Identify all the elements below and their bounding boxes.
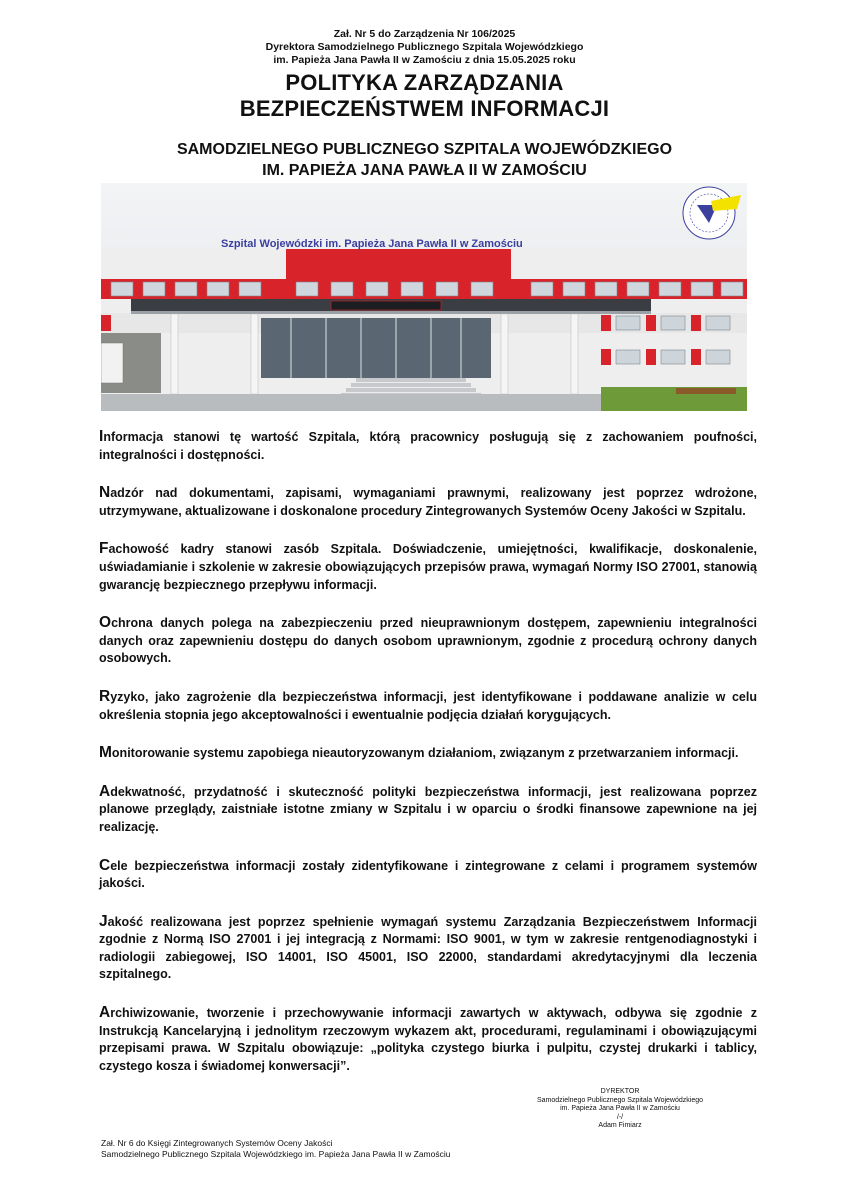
facade-red-panel — [286, 249, 511, 279]
initial-letter: N — [99, 484, 111, 502]
led-display — [331, 301, 441, 310]
initial-letter: J — [99, 912, 108, 930]
initial-letter: C — [99, 856, 111, 874]
policy-paragraph — [99, 1004, 757, 1075]
director-signature — [520, 1088, 720, 1131]
policy-paragraph — [99, 428, 757, 464]
annex-line-2: Dyrektora Samodzielnego Publicznego Szpitala Wojewódzkiego — [265, 41, 584, 53]
annex-line-3: im. Papieża Jana Pawła II w Zamościu z dnia 15.05.2025 roku — [273, 54, 576, 66]
footer-line-1: Zał. Nr 6 do Księgi Zintegrowanych Systemów Oceny Jakości — [101, 1138, 333, 1148]
building-sign: Szpital Wojewódzki im. Papieża Jana Pawła II w Zamościu — [221, 238, 523, 250]
window-band-red — [101, 279, 747, 299]
paragraph-text: onitorowanie systemu zapobiega nieautoryzowanym działaniom, związanym z przetwarzaniem informacji. — [111, 746, 739, 761]
initial-letter: R — [99, 687, 111, 705]
signature-line-2: im. Papieża Jana Pawła II w Zamościu — [560, 1105, 680, 1113]
initial-letter: M — [99, 744, 112, 762]
annex-line-1: Zał. Nr 5 do Zarządzenia Nr 106/2025 — [333, 28, 516, 40]
policy-paragraph — [99, 540, 757, 594]
info-board — [101, 343, 123, 383]
signature-mark: /-/ — [616, 1113, 624, 1121]
entrance-glass — [261, 318, 491, 378]
signature-role: DYREKTOR — [600, 1088, 640, 1095]
policy-paragraph — [99, 688, 757, 724]
bench — [676, 388, 736, 394]
signature-name: Adam Fimiarz — [598, 1122, 642, 1130]
page-footer — [101, 1138, 450, 1160]
paragraph-text: achowość kadry stanowi zasób Szpitala. Doświadczenie, umiejętności, kwalifikacje, doskonalenie, uświadamianie i szkolenie w zakresie obowiązujących przepisów prawa, wymagań Normy ISO 27001, stanowią gwarancję bezpiecznego przepływu informacji. — [99, 542, 757, 592]
paragraph-text: dekwatność, przydatność i skuteczność polityki bezpieczeństwa informacji, jest realizowana poprzez planowe przeglądy, zaistniałe istotne zmiany w Szpitalu i w oparciu o środki finansowe zapewnione na jej realizację. — [99, 784, 757, 834]
paragraph-text: chrona danych polega na zabezpieczeniu przed nieuprawnionym dostępem, zapewnieniu integralności danych oraz zapewnieniu dostępu do danych osobom uprawnionym, zgodnie z procedurą ochrony danych osobowych. — [99, 616, 757, 666]
document-title — [0, 70, 849, 122]
paragraph-text: nformacja stanowi tę wartość Szpitala, którą pracownicy posługują się z zachowaniem poufności, integralności i dostępności. — [99, 430, 757, 462]
initial-letter: F — [99, 540, 109, 558]
canopy-edge — [131, 311, 651, 314]
policy-paragraph — [99, 783, 757, 837]
footer-line-2: Samodzielnego Publicznego Szpitala Wojewódzkiego im. Papieża Jana Pawła II w Zamościu — [101, 1149, 451, 1159]
annex-header — [0, 28, 849, 67]
hospital-building-photo — [101, 183, 747, 411]
paragraph-text: adzór nad dokumentami, zapisami, wymaganiami prawnymi, realizowany jest poprzez wdrożone, utrzymywane, aktualizowane i doskonalone procedury Zintegrowanych Systemów Oceny Jakości w Szpitalu. — [99, 486, 757, 518]
paragraph-text: rchiwizowanie, tworzenie i przechowywanie informacji zawartych w aktywach, odbywa się zgodnie z Instrukcją Kancelaryjną i jednolitym rzeczowym wykazem akt, procedurami, regulaminami i obowiązującymi przepisami prawa. W Szpitalu obowiązuje: „polityka czystego biurka i pulpitu, czystej drukarki i tablicy, czystego kosza i świadomej konwersacji”. — [99, 1006, 757, 1073]
title-line-2: BEZPIECZEŃSTWEM INFORMACJI — [239, 96, 610, 121]
signature-line-1: Samodzielnego Publicznego Szpitala Wojewódzkiego — [536, 1096, 704, 1104]
policy-paragraph — [99, 614, 757, 668]
subtitle-line-2: IM. PAPIEŻA JANA PAWŁA II W ZAMOŚCIU — [262, 162, 587, 179]
policy-paragraph — [99, 484, 757, 520]
paragraph-text: yzyko, jako zagrożenie dla bezpieczeństwa informacji, jest identyfikowane i poddawane analizie w celu określenia stopnia jego akceptowalności i ewentualnie podjęcia działań korygujących. — [99, 689, 757, 722]
policy-body — [99, 428, 757, 1095]
initial-letter: A — [99, 782, 111, 800]
policy-paragraph — [99, 857, 757, 893]
document-subtitle — [0, 139, 849, 181]
initial-letter: A — [99, 1004, 111, 1022]
title-line-1: POLITYKA ZARZĄDZANIA — [285, 70, 564, 95]
paragraph-text: ele bezpieczeństwa informacji zostały zidentyfikowane i zintegrowane z celami i programem systemów jakości. — [99, 858, 757, 891]
subtitle-line-1: SAMODZIELNEGO PUBLICZNEGO SZPITALA WOJEWÓDZKIEGO — [176, 141, 673, 158]
policy-paragraph — [99, 913, 757, 984]
initial-letter: O — [99, 614, 112, 632]
paragraph-text: akość realizowana jest poprzez spełnienie wymagań systemu Zarządzania Bezpieczeństwem Informacji zgodnie z Normą ISO 27001 i jej integracją z Normami: ISO 9001, w tym w zakresie rentgenodiagnostyki i radiologii zabiegowej, ISO 14001, ISO 45001, ISO 22000, standardami akredytacyjnymi dla leczenia szpitalnego. — [99, 914, 757, 982]
policy-paragraph — [99, 744, 757, 763]
initial-letter: I — [99, 428, 104, 445]
